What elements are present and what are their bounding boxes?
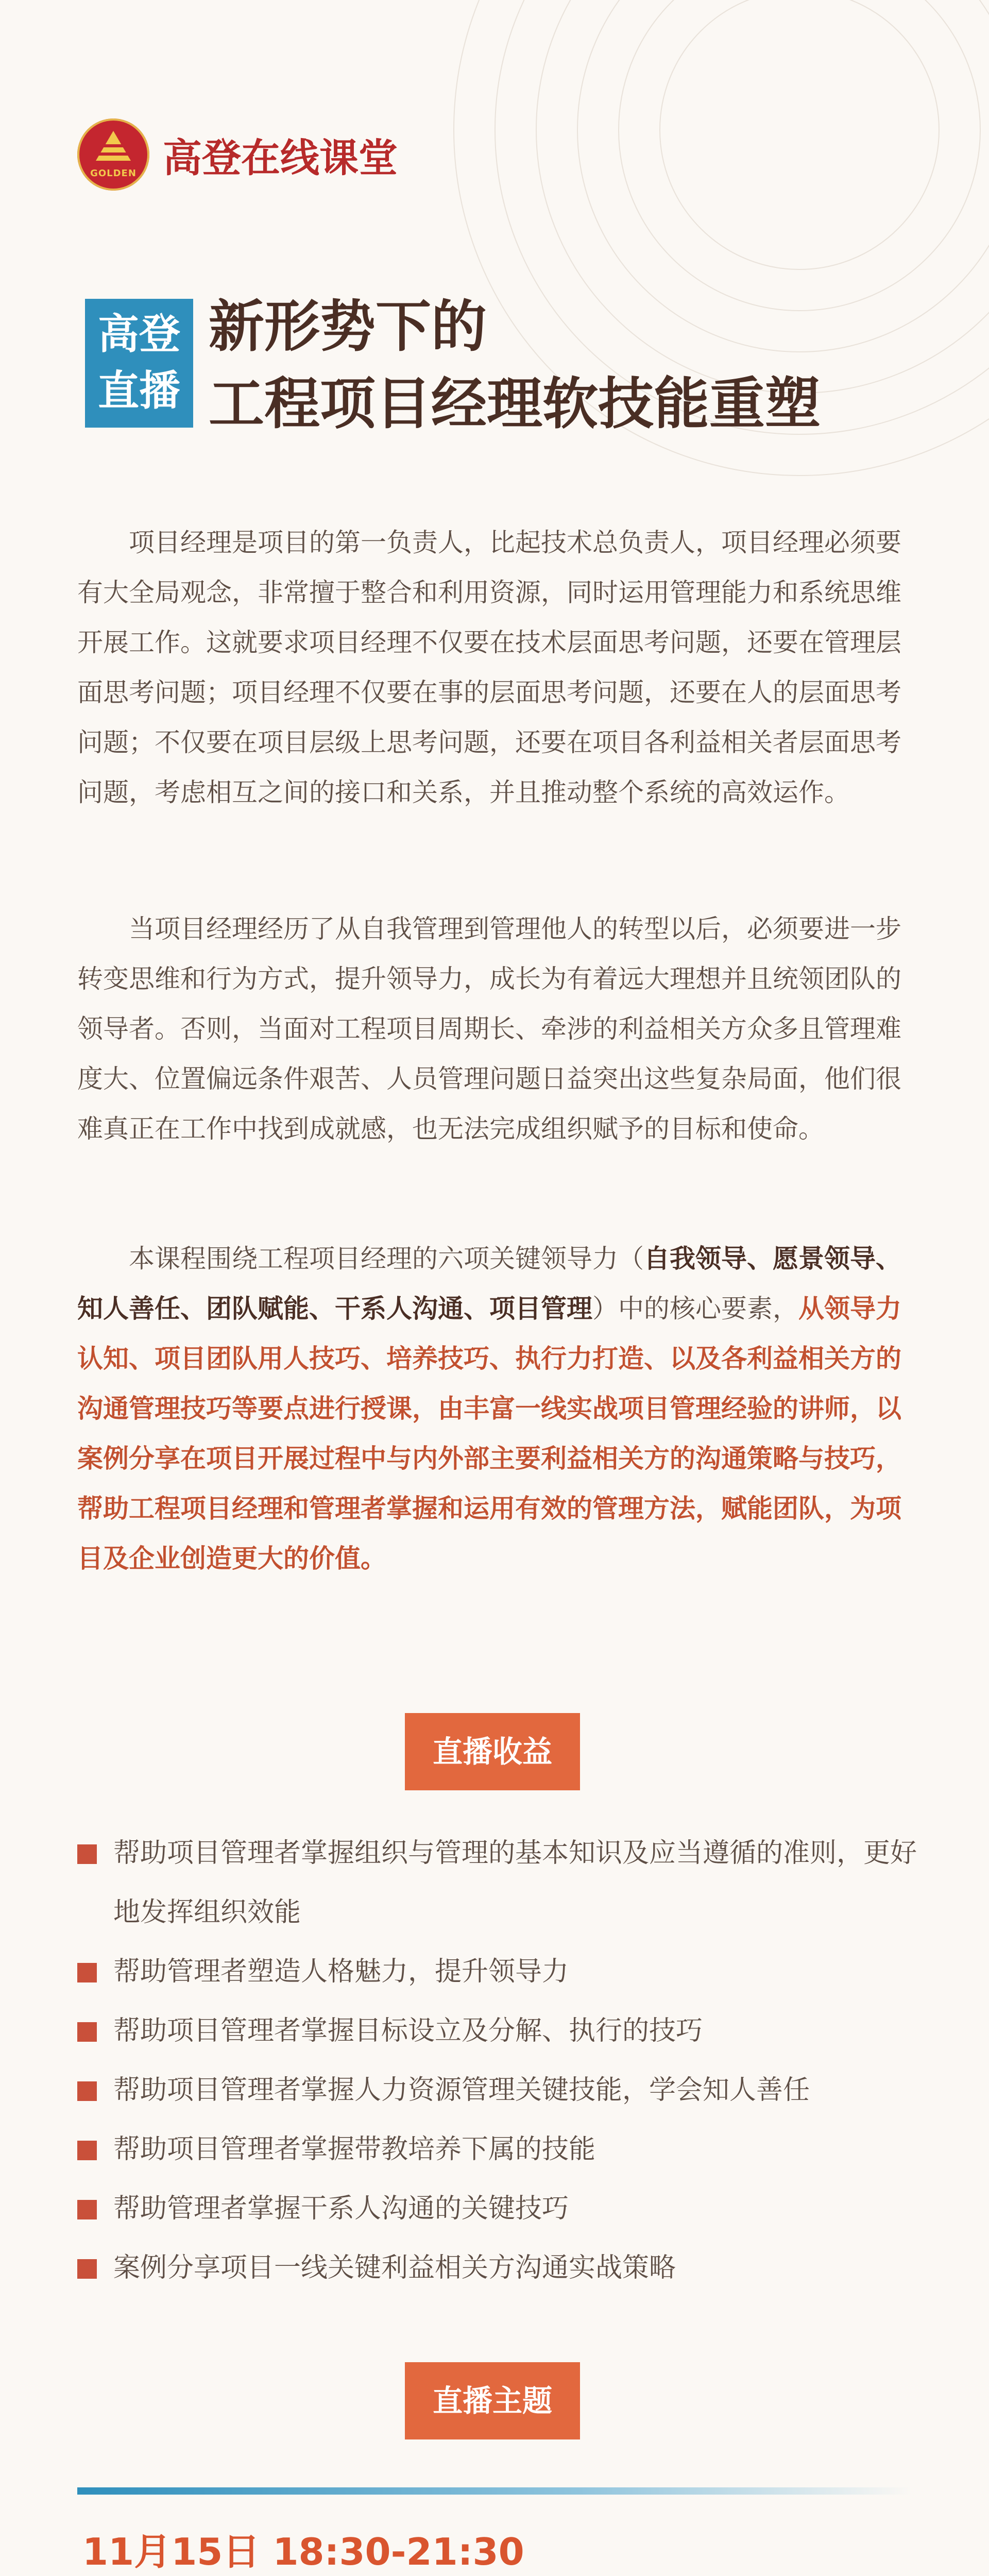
topics-heading: 直播主题 <box>405 2362 580 2439</box>
p3-six-skills: 自我领导、愿景领导、知人善任、团队赋能、干系人沟通、项目管理 <box>77 1244 901 1324</box>
session-1-date: 11月15日 18:30-21:30 <box>82 2530 524 2573</box>
intro-paragraph-3 <box>77 1234 907 1584</box>
golden-logo-icon <box>77 118 149 191</box>
p3-text-c: ）中的核心要素， <box>592 1294 798 1324</box>
square-bullet-icon <box>77 1844 97 1864</box>
badge-line1: 高登 <box>98 310 180 358</box>
badge-line2: 直播 <box>98 367 180 415</box>
square-bullet-icon <box>77 2022 97 2042</box>
list-item: 帮助项目管理者掌握人力资源管理关键技能，学会知人善任 <box>77 2061 922 2120</box>
brand-name: 高登在线课堂 <box>163 134 398 181</box>
square-bullet-icon <box>77 2200 97 2219</box>
benefits-list <box>77 1824 922 2298</box>
live-badge <box>85 299 193 428</box>
list-item: 案例分享项目一线关键利益相关方沟通实战策略 <box>77 2239 922 2298</box>
list-item: 帮助项目管理者掌握目标设立及分解、执行的技巧 <box>77 2002 922 2061</box>
benefits-heading: 直播收益 <box>405 1713 580 1790</box>
intro-paragraph-1: 项目经理是项目的第一负责人，比起技术总负责人，项目经理必须要有大全局观念，非常擅于整合和利用资源，同时运用管理能力和系统思维开展工作。这就要求项目经理不仅要在技术层面思考问题，还要在管理层面思考问题；项目经理不仅要在事的层面思考问题，还要在人的层面思考问题；不仅要在项目层级上思考问题，还要在项目各利益相关者层面思考问题，考虑相互之间的接口和关系，并且推动整个系统的高效运作。 <box>77 528 901 807</box>
divider <box>77 2487 912 2495</box>
list-item: 帮助项目管理者掌握带教培养下属的技能 <box>77 2120 922 2179</box>
square-bullet-icon <box>77 2081 97 2101</box>
title-line2: 工程项目经理软技能重塑 <box>209 372 821 436</box>
p3-highlight: 从领导力认知、项目团队用人技巧、培养技巧、执行力打造、以及各利益相关方的沟通管理技巧等要点进行授课，由丰富一线实战项目管理经验的讲师，以案例分享在项目开展过程中与内外部主要利益相关方的沟通策略与技巧，帮助工程项目经理和管理者掌握和运用有效的管理方法，赋能团队，为项目及企业创造更大的价值。 <box>77 1294 901 1573</box>
square-bullet-icon <box>77 2141 97 2160</box>
list-item: 帮助管理者掌握干系人沟通的关键技巧 <box>77 2179 922 2239</box>
brand-header <box>77 118 398 191</box>
list-item: 帮助项目管理者掌握组织与管理的基本知识及应当遵循的准则，更好地发挥组织效能 <box>77 1824 922 1942</box>
list-item: 帮助管理者塑造人格魅力，提升领导力 <box>77 1942 922 2002</box>
title-line1: 新形势下的 <box>209 295 487 359</box>
square-bullet-icon <box>77 2259 97 2279</box>
square-bullet-icon <box>77 1963 97 1982</box>
intro-paragraph-2: 当项目经理经历了从自我管理到管理他人的转型以后，必须要进一步转变思维和行为方式，提升领导力，成长为有着远大理想并且统领团队的领导者。否则，当面对工程项目周期长、牵涉的利益相关方众多且管理难度大、位置偏远条件艰苦、人员管理问题日益突出这些复杂局面，他们很难真正在工作中找到成就感，也无法完成组织赋予的目标和使命。 <box>77 914 901 1144</box>
p3-text-a: 本课程围绕工程项目经理的六项关键领导力（ <box>129 1244 644 1274</box>
logo-text: GOLDEN <box>90 168 137 179</box>
course-title <box>209 289 821 443</box>
